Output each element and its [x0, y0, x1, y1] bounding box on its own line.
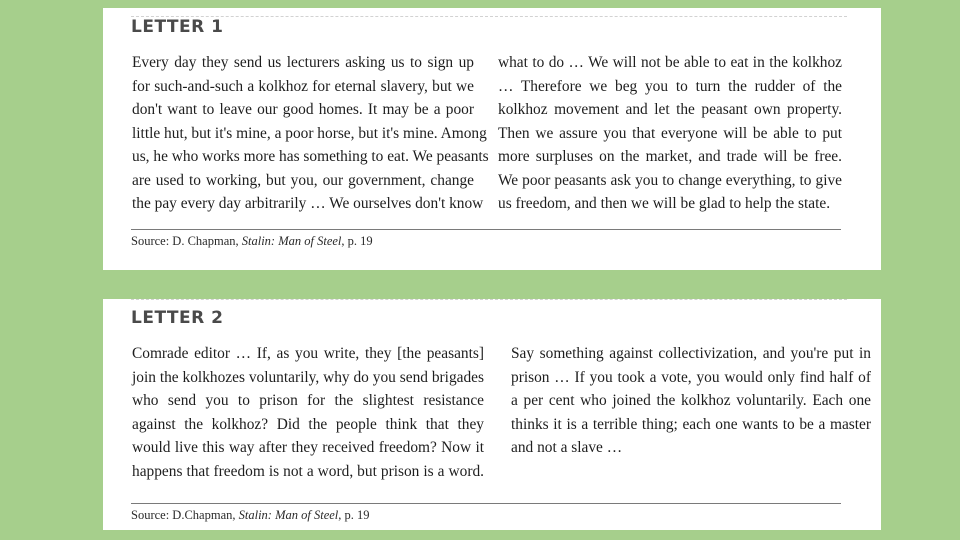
top-dashed-line	[131, 299, 847, 300]
letter-heading: LETTER 1	[131, 17, 224, 37]
source-title: Stalin: Man of Steel	[241, 234, 342, 248]
text-line: and not a slave …	[511, 439, 623, 456]
text-line: … Therefore we beg you to turn the rudder of the	[498, 77, 842, 95]
text-line: for such-and-such a kolkhoz for eternal slavery, but we	[132, 77, 474, 95]
source-divider	[131, 503, 841, 504]
source-title: Stalin: Man of Steel	[238, 508, 339, 522]
letter-2-panel	[103, 299, 881, 530]
letter-left-column	[132, 51, 489, 216]
text-line: prison … If you took a vote, you would only find half of	[511, 368, 871, 386]
text-line: Then we assure you that everyone will be able to put	[498, 124, 842, 142]
text-line: Comrade editor … If, as you write, they [the peasants]	[132, 345, 484, 362]
text-line: more surpluses on the market, and trade will be free.	[498, 148, 842, 165]
text-line: the pay every day arbitrarily … We ourselves don't know	[132, 195, 484, 212]
text-line: what to do … We will not be able to eat in the kolkhoz	[498, 54, 842, 71]
letter-1-panel	[103, 8, 881, 270]
text-line: kolkhoz movement and let the peasant own property.	[498, 101, 842, 118]
text-line: would live this way after they received freedom? Now it	[132, 439, 484, 456]
text-line: Every day they send us lecturers asking us to sign up	[132, 54, 474, 71]
letter-right-column	[498, 51, 842, 216]
text-line: us freedom, and then we will be glad to help the state.	[498, 195, 831, 212]
source-suffix: , p. 19	[341, 234, 373, 248]
source-citation	[131, 508, 370, 523]
text-line: join the kolkhozes voluntarily, why do you send brigades	[132, 368, 484, 386]
letter-left-column	[132, 342, 484, 483]
text-line: against the kolkhoz? Did the people think that they	[132, 415, 484, 433]
source-prefix: Source: D. Chapman,	[131, 234, 242, 248]
text-line: don't want to leave our good homes. It may be a poor	[132, 101, 474, 118]
source-citation	[131, 234, 373, 249]
text-line: who send you to prison for the slightest resistance	[132, 392, 484, 409]
top-dashed-line	[131, 16, 847, 17]
source-prefix: Source: D.Chapman,	[131, 508, 239, 522]
text-line: a per cent who joined the kolkhoz voluntarily. Each one	[511, 392, 871, 409]
source-suffix: , p. 19	[338, 508, 370, 522]
text-line: Say something against collectivization, and you're put in	[511, 345, 871, 362]
text-line: thinks it is a terrible thing; each one wants to be a master	[511, 415, 871, 433]
source-divider	[131, 229, 841, 230]
text-line: us, he who works more has something to eat. We peasants	[132, 148, 489, 165]
text-line: are used to working, but you, our government, change	[132, 171, 474, 189]
letter-right-column	[511, 342, 871, 460]
text-line: happens that freedom is not a word, but prison is a word.	[132, 462, 484, 480]
text-line: We poor peasants ask you to change everything, to give	[498, 171, 842, 189]
text-line: little hut, but it's mine, a poor horse, but it's mine. Among	[132, 124, 487, 142]
letter-heading: LETTER 2	[131, 308, 224, 328]
